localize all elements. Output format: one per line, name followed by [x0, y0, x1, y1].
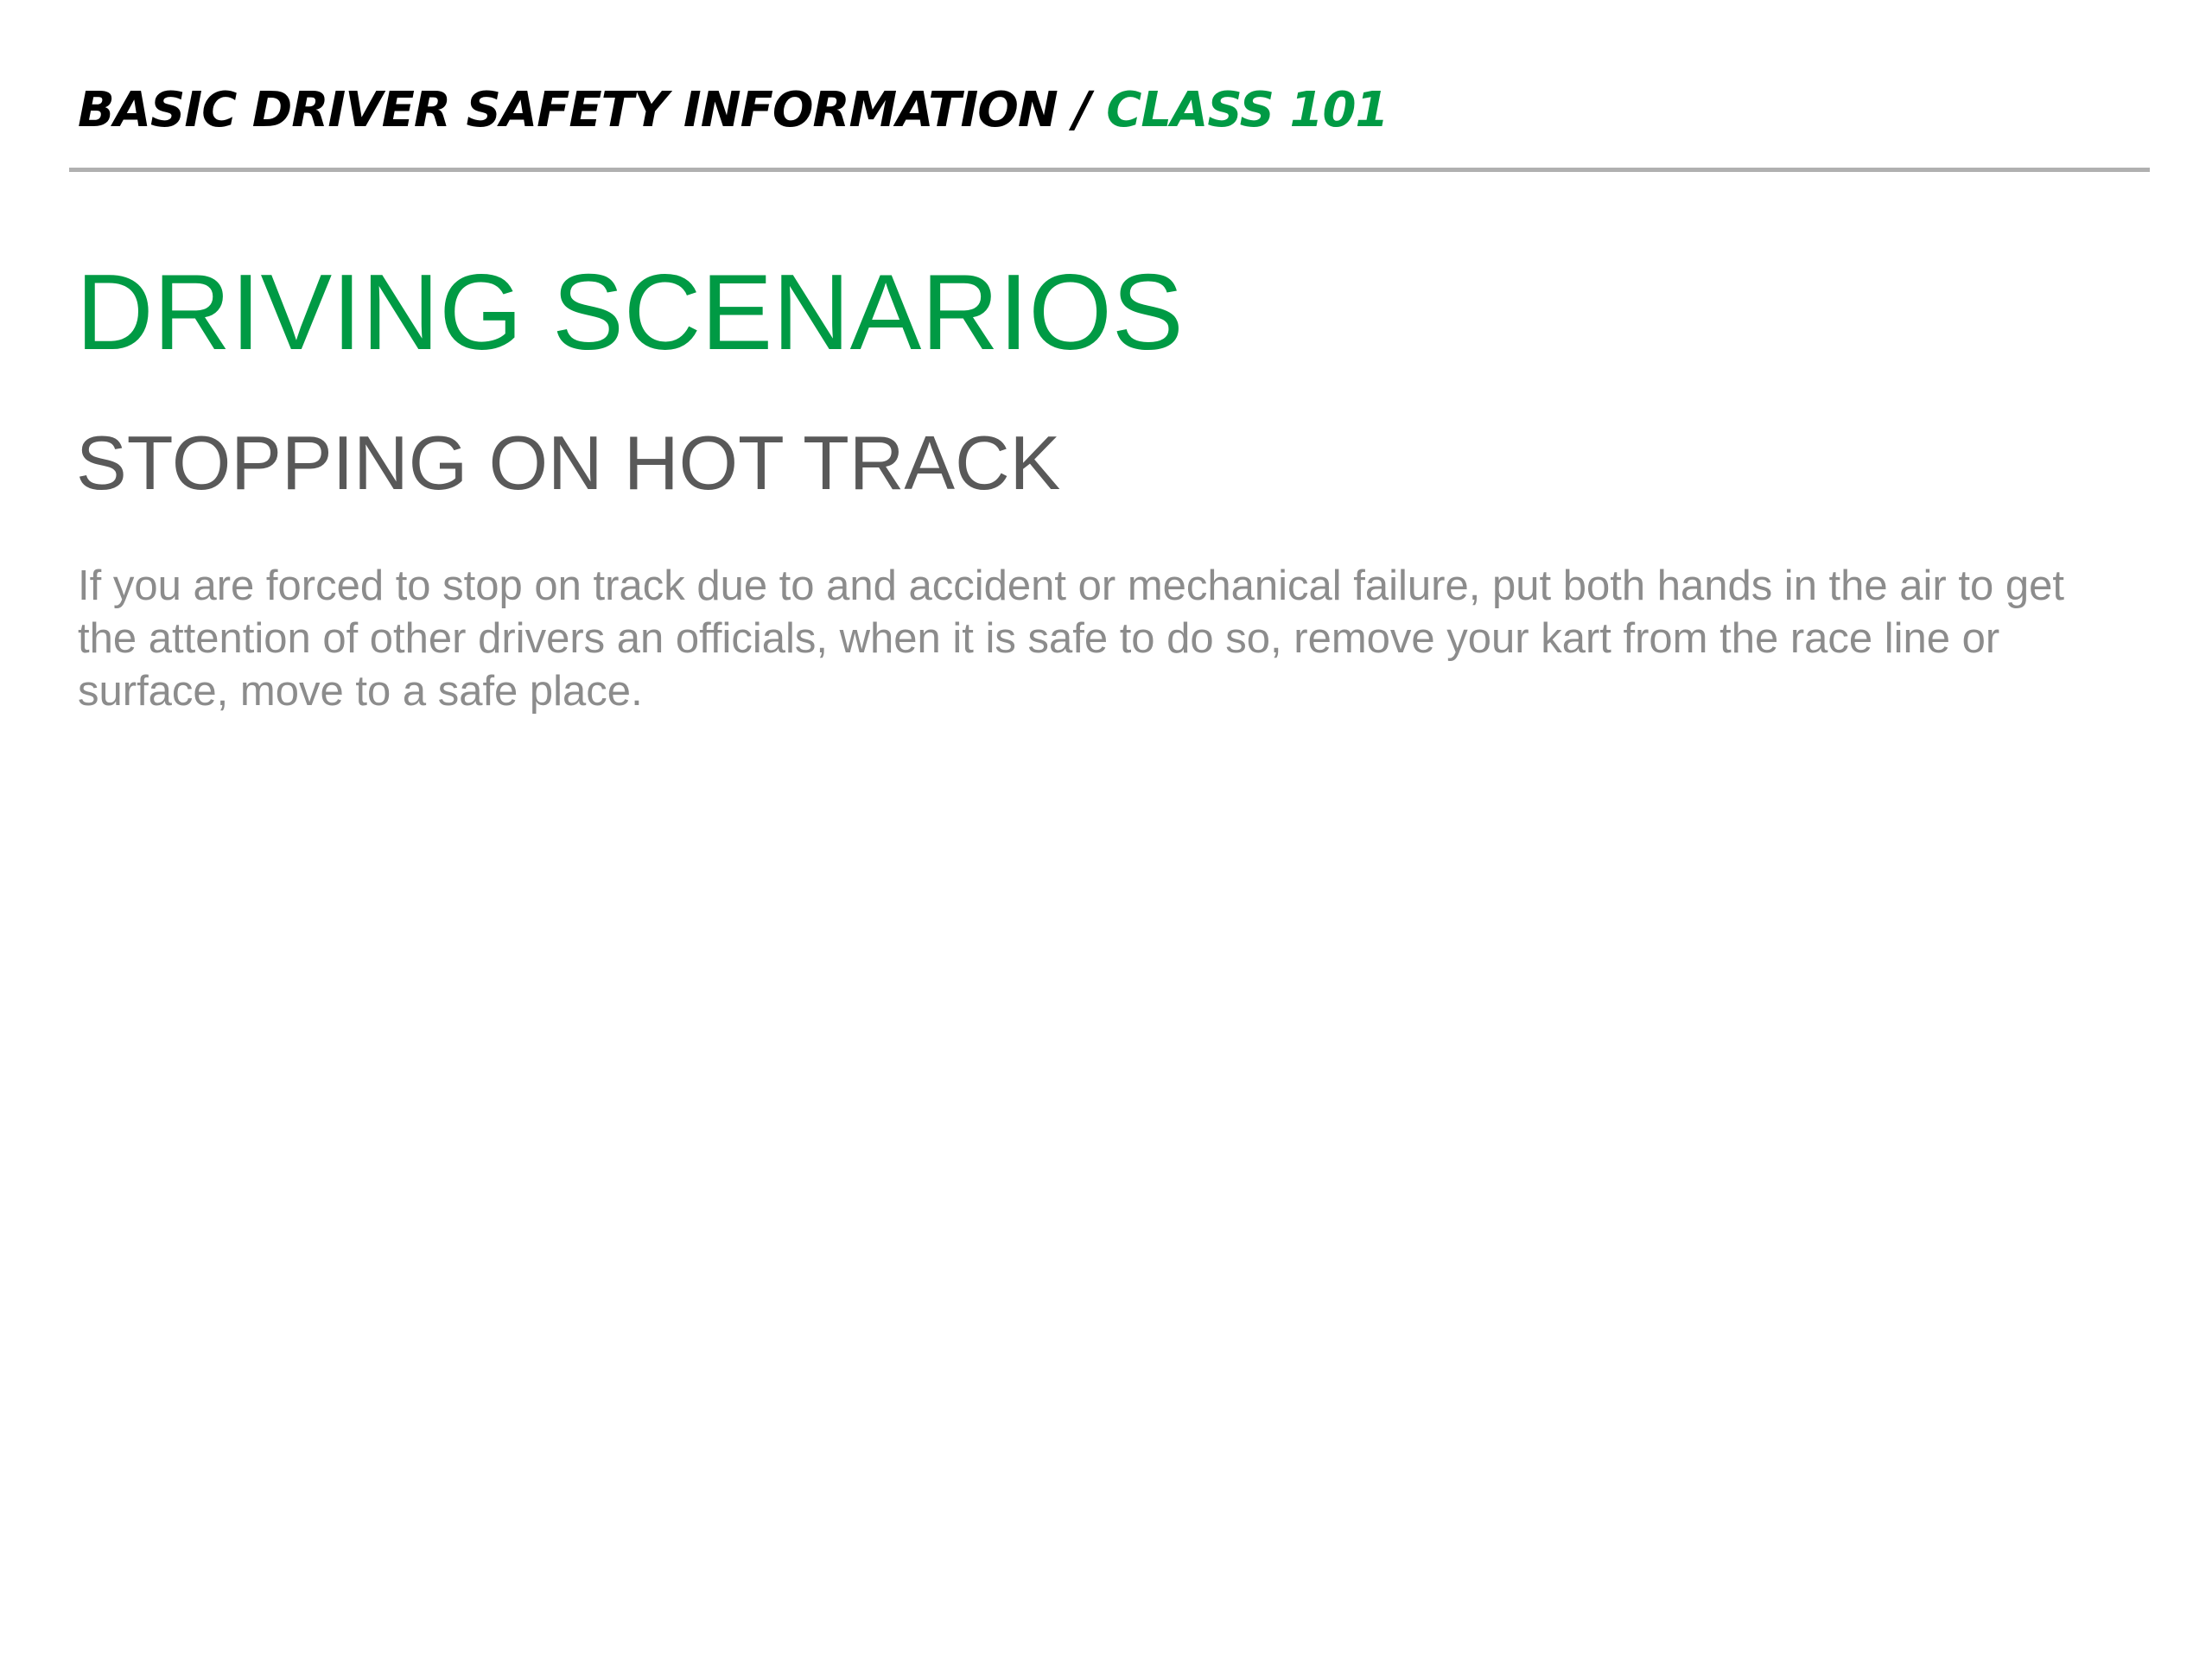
header-separator: / — [1057, 82, 1107, 138]
header-class-label: CLASS 101 — [1106, 82, 1389, 138]
slide-header — [78, 76, 1388, 145]
header-main-text: BASIC DRIVER SAFETY INFORMATION — [78, 82, 1058, 138]
page-title: DRIVING SCENARIOS — [76, 253, 1184, 372]
body-paragraph: If you are forced to stop on track due to and accident or mechanical failure, put both hands in the air to get the attention of other drivers an officials, when it is safe to do so, remove your kart from the race line or surface, move to a safe place. — [78, 563, 2064, 715]
section-subtitle: STOPPING ON HOT TRACK — [76, 420, 1061, 505]
header-divider — [69, 168, 2150, 172]
